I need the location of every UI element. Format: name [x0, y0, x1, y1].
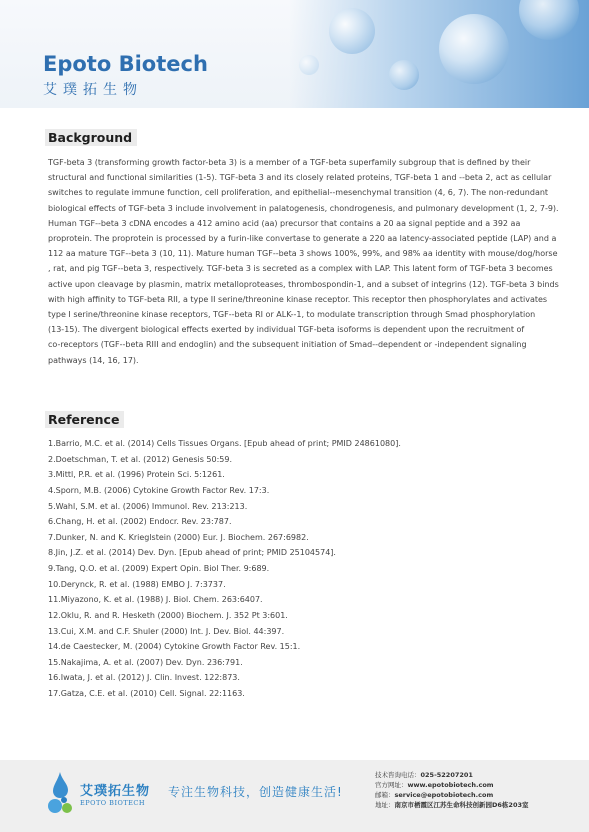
reference-item: 15.Nakajima, A. et al. (2007) Dev. Dyn. 236:791. — [48, 657, 243, 667]
contact-label: 技术咨询电话： — [375, 771, 421, 779]
reference-item: 4.Sporn, M.B. (2006) Cytokine Growth Factor Rev. 17:3. — [48, 485, 270, 495]
brand-logo-chinese: 艾璞拓生物 — [43, 82, 143, 98]
footer-contact-block — [375, 770, 529, 810]
contact-label: 邮箱： — [375, 791, 395, 799]
reference-item: 5.Wahl, S.M. et al. (2006) Immunol. Rev. 213:213. — [48, 501, 248, 511]
reference-item: 6.Chang, H. et al. (2002) Endocr. Rev. 23:787. — [48, 517, 232, 527]
background-line: type I serine/threonine kinase receptors, TGF--beta RI or ALK--1, to modulate transcription through Smad phosphorylation — [48, 310, 536, 320]
reference-item: 3.Mittl, P.R. et al. (1996) Protein Sci. 5:1261. — [48, 470, 225, 480]
contact-value: service@epotobiotech.com — [394, 791, 494, 799]
contact-label: 官方网址： — [375, 781, 408, 789]
background-line: Human TGF--beta 3 cDNA encodes a 412 amino acid (aa) precursor that contains a 20 aa signal peptide and a 392 aa — [48, 218, 521, 228]
background-line: structural and functional similarities (1-5). TGF-beta 3 and its closely related proteins, TGF-beta 1 and --beta 2, act as cellular — [48, 173, 552, 183]
header-banner-image — [289, 0, 589, 108]
background-line: co-receptors (TGF--beta RIII and endoglin) and the subsequent initiation of Smad--dependent or -independent signaling — [48, 340, 527, 350]
footer-brand-chinese: 艾璞拓生物 — [80, 784, 151, 799]
background-line: , rat, and pig TGF--beta 3, respectively. TGF-beta 3 is secreted as a complex with LAP. This latent form of TGF-beta 3 becomes — [48, 264, 553, 274]
contact-value: 025-52207201 — [420, 771, 473, 779]
contact-email — [375, 790, 529, 800]
reference-item: 1.Barrio, M.C. et al. (2014) Cells Tissues Organs. [Epub ahead of print; PMID 24861080]. — [48, 439, 401, 448]
reference-heading: Reference — [45, 411, 124, 428]
reference-item: 14.de Caestecker, M. (2004) Cytokine Growth Factor Rev. 15:1. — [48, 642, 301, 652]
reference-item: 9.Tang, Q.O. et al. (2009) Expert Opin. Biol Ther. 9:689. — [48, 564, 270, 573]
reference-item: 13.Cui, X.M. and C.F. Shuler (2000) Int. J. Dev. Biol. 44:397. — [48, 626, 285, 636]
reference-item: 2.Doetschman, T. et al. (2012) Genesis 50:59. — [48, 454, 233, 464]
footer-slogan: 专注生物科技，创造健康生活! — [168, 785, 343, 799]
background-line: TGF-beta 3 (transforming growth factor-beta 3) is a member of a TGF-beta superfamily subgroup that is defined by their — [48, 158, 531, 167]
background-line: active upon cleavage by plasmin, matrix metalloproteases, thrombospondin-1, and a subset of integrins (12). TGF-beta 3 binds — [48, 279, 559, 289]
reference-item: 12.Oklu, R. and R. Hesketh (2000) Biochem. J. 352 Pt 3:601. — [48, 610, 288, 620]
background-paragraph — [48, 155, 559, 368]
background-line: with high affinity to TGF-beta RII, a type II serine/threonine kinase receptor. This receptor then phosphorylates and activates — [48, 294, 548, 304]
reference-item: 7.Dunker, N. and K. Krieglstein (2000) Eur. J. Biochem. 267:6982. — [48, 532, 309, 542]
reference-item: 10.Derynck, R. et al. (1988) EMBO J. 7:3737. — [48, 579, 226, 589]
page-header — [0, 0, 589, 108]
contact-value: www.epotobiotech.com — [407, 781, 494, 789]
flask-drop-logo-icon — [44, 770, 78, 816]
contact-website — [375, 780, 529, 790]
background-line: 112 aa mature TGF--beta 3 (10, 11). Mature human TGF--beta 3 shows 100%, 99%, and 98% aa identity with mouse/dog/horse — [48, 249, 558, 259]
contact-phone — [375, 770, 529, 780]
contact-label: 地址： — [375, 801, 395, 809]
background-line: (13-15). The divergent biological effects exerted by individual TGF-beta isoforms is dependent upon the recruitment of — [48, 325, 525, 335]
brand-logo-text: Epoto Biotech — [43, 52, 208, 76]
reference-item: 8.Jin, J.Z. et al. (2014) Dev. Dyn. [Epub ahead of print; PMID 25104574]. — [48, 548, 336, 558]
page-footer — [0, 760, 589, 832]
background-line: biological effects of TGF-beta 3 include involvement in palatogenesis, chondrogenesis, and pulmonary development (1, 2, 7-9). — [48, 203, 559, 213]
reference-item: 11.Miyazono, K. et al. (1988) J. Biol. Chem. 263:6407. — [48, 595, 263, 605]
contact-address — [375, 800, 529, 810]
reference-item: 17.Gatza, C.E. et al. (2010) Cell. Signal. 22:1163. — [48, 689, 245, 698]
reference-list — [48, 436, 548, 702]
background-line: proprotein. The proprotein is processed by a furin-like convertase to generate a 220 aa latency-associated peptide (LAP) and a — [48, 234, 557, 244]
reference-item: 16.Iwata, J. et al. (2012) J. Clin. Invest. 122:873. — [48, 673, 240, 683]
background-heading: Background — [45, 129, 137, 146]
contact-value: 南京市栖霞区江苏生命科技创新园D6栋203室 — [394, 801, 529, 809]
background-line: switches to regulate immune function, cell proliferation, and epithelial--mesenchymal transition (4, 6, 7). The non-redundant — [48, 188, 549, 198]
footer-brand-english: EPOTO BIOTECH — [80, 799, 146, 807]
background-line: pathways (14, 16, 17). — [48, 355, 139, 365]
